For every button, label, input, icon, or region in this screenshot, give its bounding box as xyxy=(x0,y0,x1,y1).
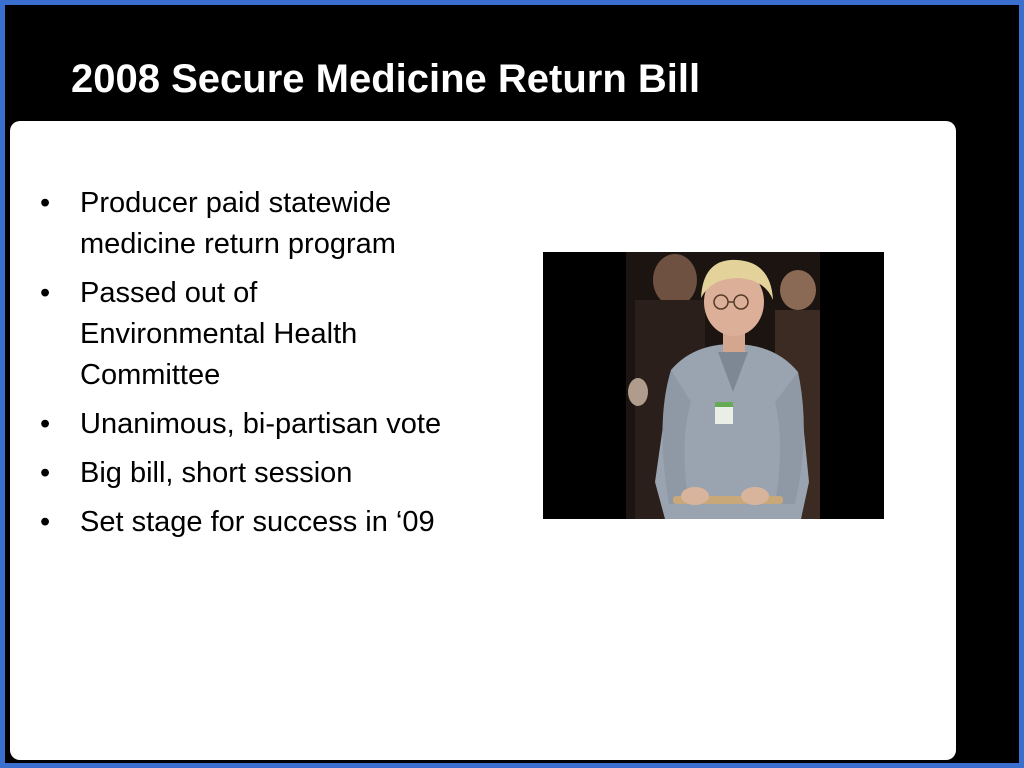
bullet-item xyxy=(32,502,512,543)
bullet-text: Unanimous, bi-partisan vote xyxy=(80,408,442,440)
bullet-item xyxy=(32,453,512,494)
bullet-list xyxy=(32,183,512,551)
bullet-text: Set stage for success in ‘09 xyxy=(80,506,435,538)
bullet-item xyxy=(32,404,512,445)
slide-title: 2008 Secure Medicine Return Bill xyxy=(71,57,701,101)
photo-illustration xyxy=(543,252,884,519)
photo-woman-in-gray-suit xyxy=(543,252,884,519)
bullet-marker: • xyxy=(40,457,51,489)
bullet-marker: • xyxy=(40,506,51,538)
bullet-marker: • xyxy=(40,408,51,440)
bullet-item xyxy=(32,183,512,265)
bullet-text: Producer paid statewide medicine return program xyxy=(80,187,396,260)
bullet-text: Passed out of Environmental Health Committee xyxy=(80,277,358,391)
bullet-marker: • xyxy=(40,187,51,219)
bullet-marker: • xyxy=(40,277,51,309)
content-panel xyxy=(10,121,956,760)
bullet-item xyxy=(32,273,440,396)
bullet-text: Big bill, short session xyxy=(80,457,353,489)
